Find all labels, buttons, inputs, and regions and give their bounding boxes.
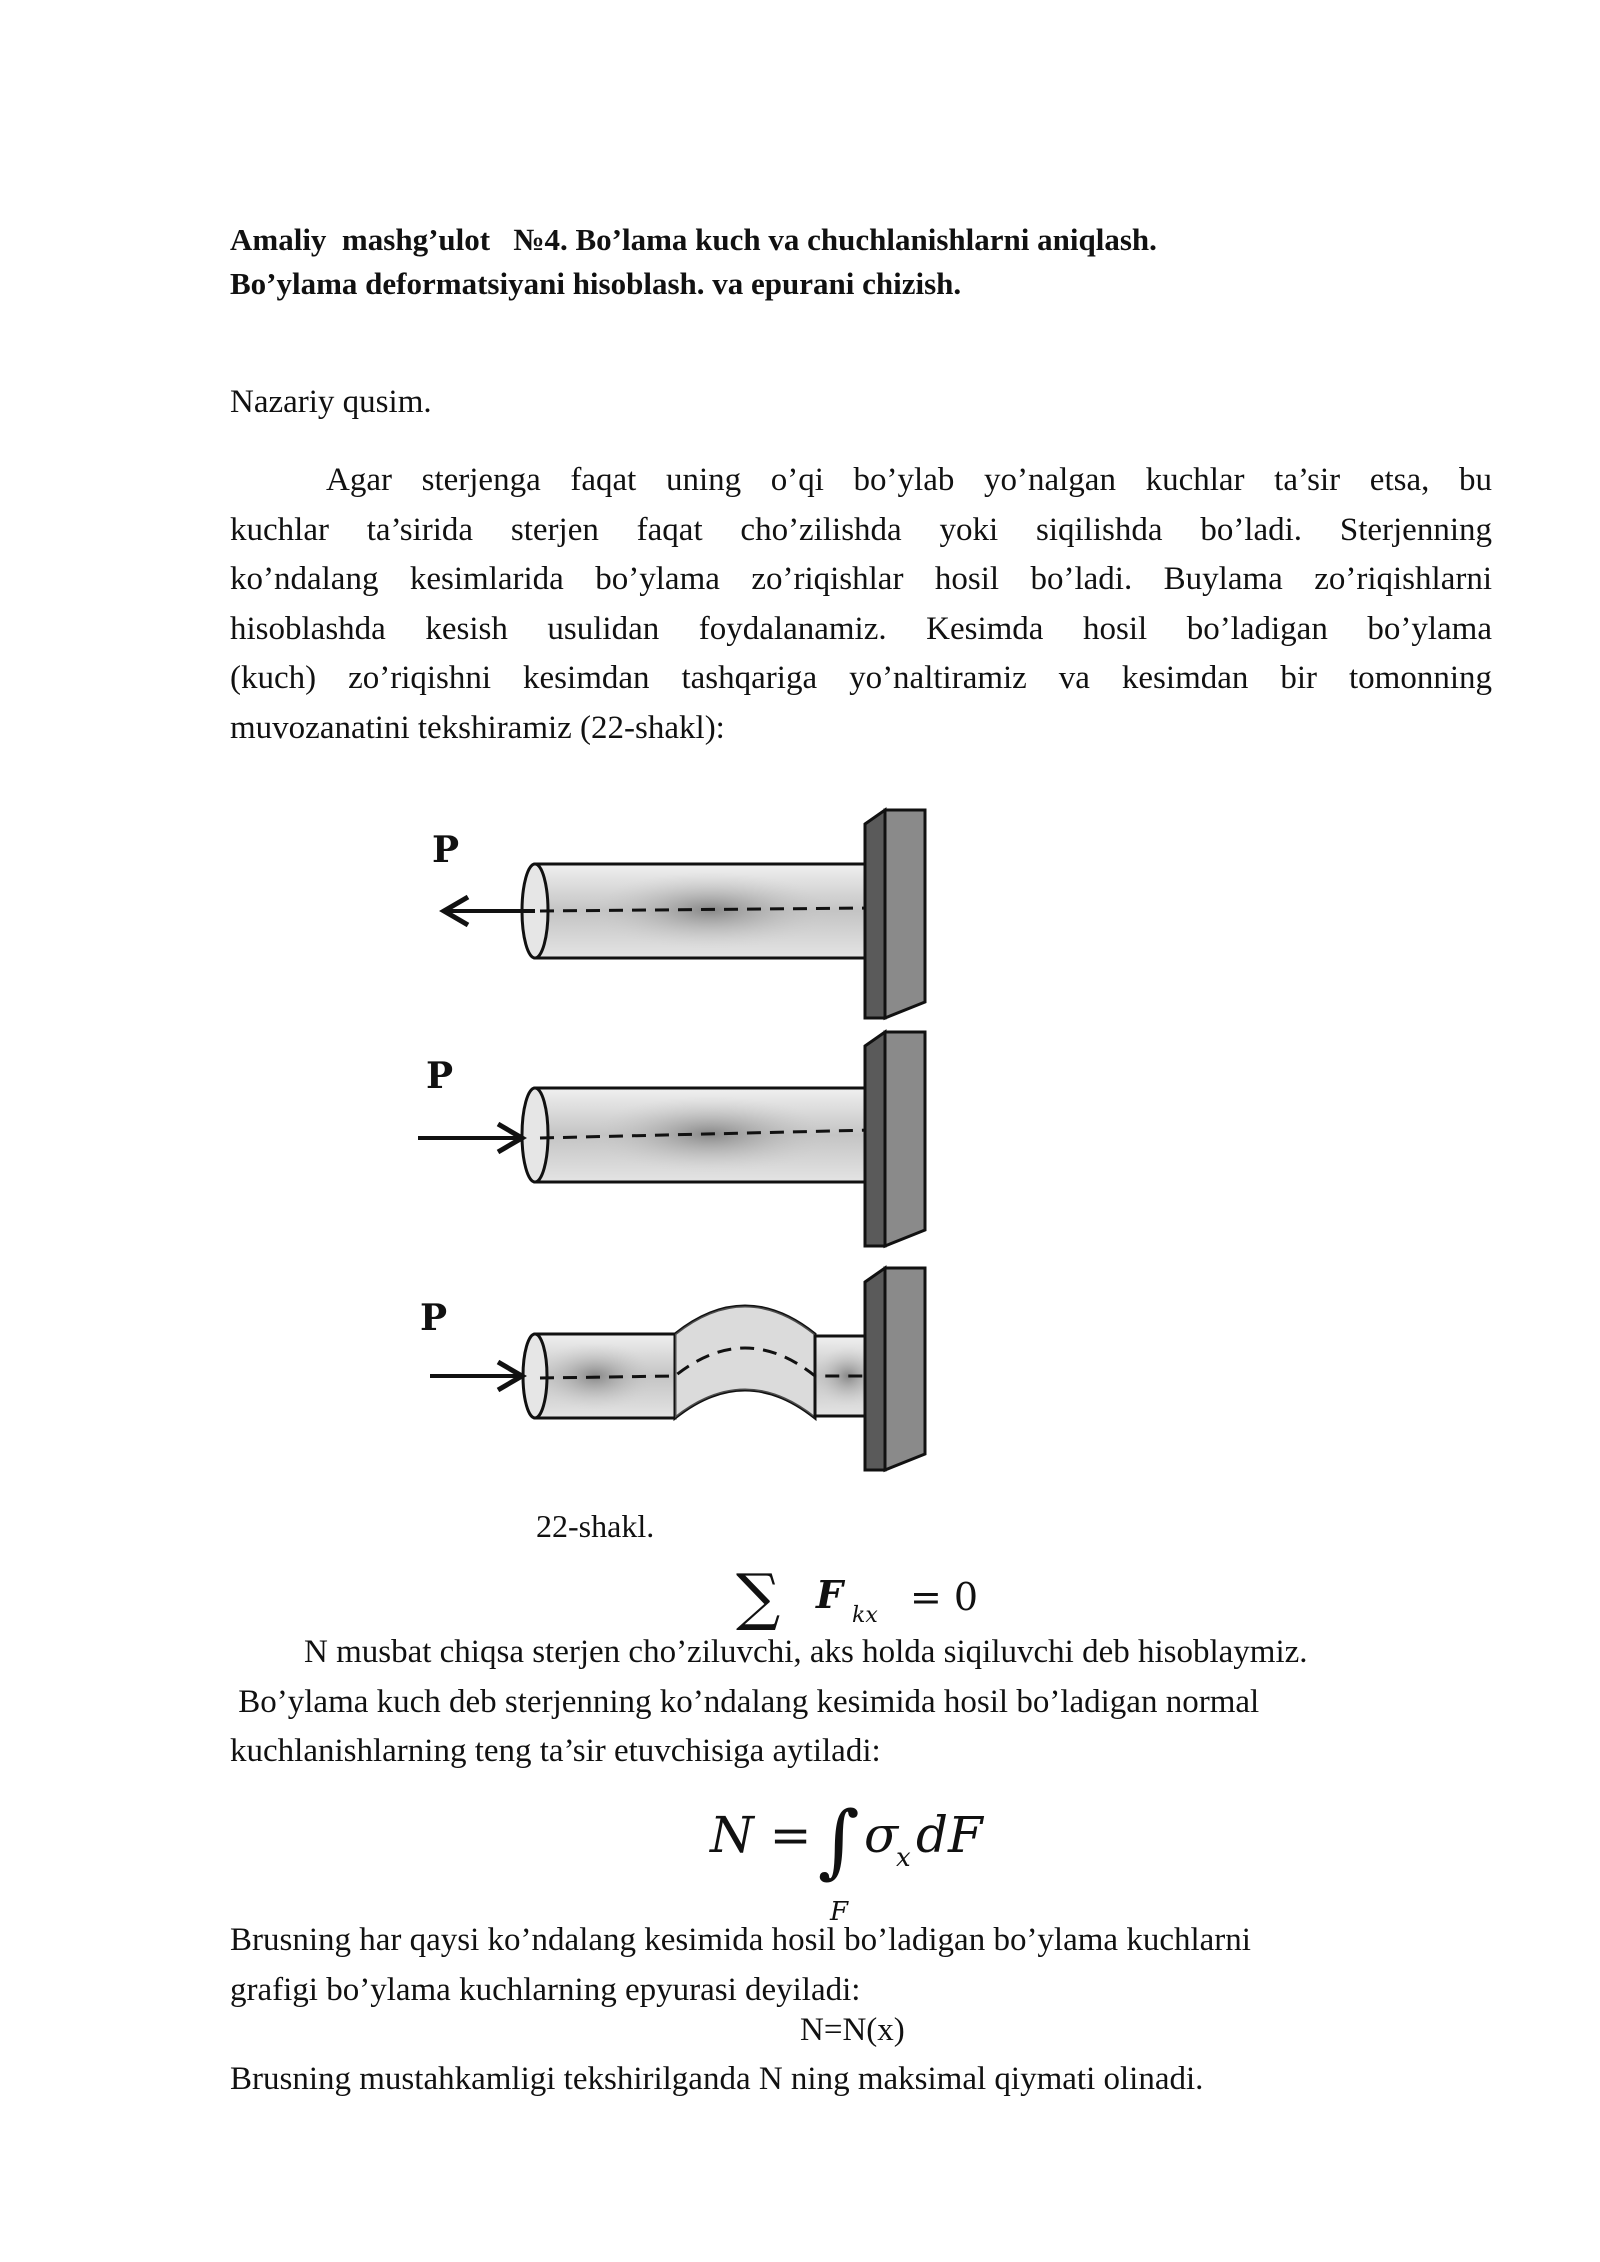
paragraph-line: ko’ndalang kesimlarida bo’ylama zo’riqishlar hosil bo’ladi. Buylama zo’riqishlarni [230, 561, 1492, 597]
paragraph-definition [230, 1628, 1492, 1777]
paragraph-strength: Brusning mustahkamligi tekshirilganda N ning maksimal qiymati olinadi. [230, 2061, 1204, 2097]
title-line-1: Amaliy mashg’ulot №4. Bo’lama kuch va chuchlanishlarni aniqlash. [230, 222, 1157, 257]
paragraph-line: kuchlanishlarning teng ta’sir etuvchisiga aytiladi: [230, 1733, 881, 1769]
int-diff: dF [916, 1806, 983, 1864]
sum-subscript: kx [852, 1603, 878, 1628]
paragraph-line: Bo’ylama kuch deb sterjenning ko’ndalang kesimida hosil bo’ladigan normal [230, 1683, 1260, 1720]
formula-n-of-x: N=N(x) [800, 2012, 905, 2048]
paragraph-line: Agar sterjenga faqat uning o’qi bo’ylab yo’nalgan kuchlar ta’sir etsa, bu [326, 462, 1492, 498]
paragraph-line: hisoblashda kesish usulidan foydalanamiz. Kesimda hosil bo’ladigan bo’ylama [230, 610, 1492, 647]
force-label-p1: P [432, 829, 460, 871]
int-lhs: N = [710, 1806, 812, 1864]
paragraph-line: (kuch) zo’riqishni kesimdan tashqariga yo’naltiramiz va kesimdan bir tomonning [230, 660, 1492, 696]
int-symbol: ∫ [818, 1794, 860, 1887]
int-sigma-sub: x [896, 1843, 911, 1873]
paragraph-line: Brusning har qaysi ko’ndalang kesimida hosil bo’ladigan bo’ylama kuchlarni [230, 1922, 1251, 1958]
paragraph-intro [230, 456, 1492, 753]
paragraph-line: kuchlar ta’sirida sterjen faqat cho’zilishda yoki siqilishda bo’ladi. Sterjenning [230, 511, 1492, 548]
sum-rhs: = 0 [910, 1575, 979, 1619]
formula-sum-forces [736, 1560, 1016, 1630]
paragraph-line: grafigi bo’ylama kuchlarning epyurasi deyiladi: [230, 1971, 861, 2008]
section-subheading: Nazariy qusim. [230, 384, 432, 420]
figure-caption: 22-shakl. [536, 1508, 655, 1544]
rod-3-buckling [420, 1268, 925, 1470]
sum-variable: F [816, 1572, 843, 1617]
paragraph-line: muvozanatini tekshiramiz (22-shakl): [230, 709, 725, 746]
sum-symbol: ∑ [736, 1560, 781, 1630]
figure-22-rods [410, 800, 1190, 1490]
int-sigma: σ [864, 1806, 899, 1864]
rod-2-compression [418, 1032, 925, 1246]
page-title [230, 218, 1490, 306]
int-lower-limit: F [830, 1897, 849, 1927]
rod-1-tension [432, 810, 925, 1018]
force-label-p3: P [420, 1297, 448, 1339]
title-line-2: Bo’ylama deformatsiyani hisoblash. va epurani chizish. [230, 266, 962, 301]
paragraph-line: N musbat chiqsa sterjen cho’ziluvchi, aks holda siqiluvchi deb hisoblaymiz. [304, 1634, 1308, 1670]
force-label-p2: P [426, 1055, 454, 1097]
paragraph-epyura [230, 1916, 1492, 2015]
formula-integral-n [700, 1790, 1020, 1930]
